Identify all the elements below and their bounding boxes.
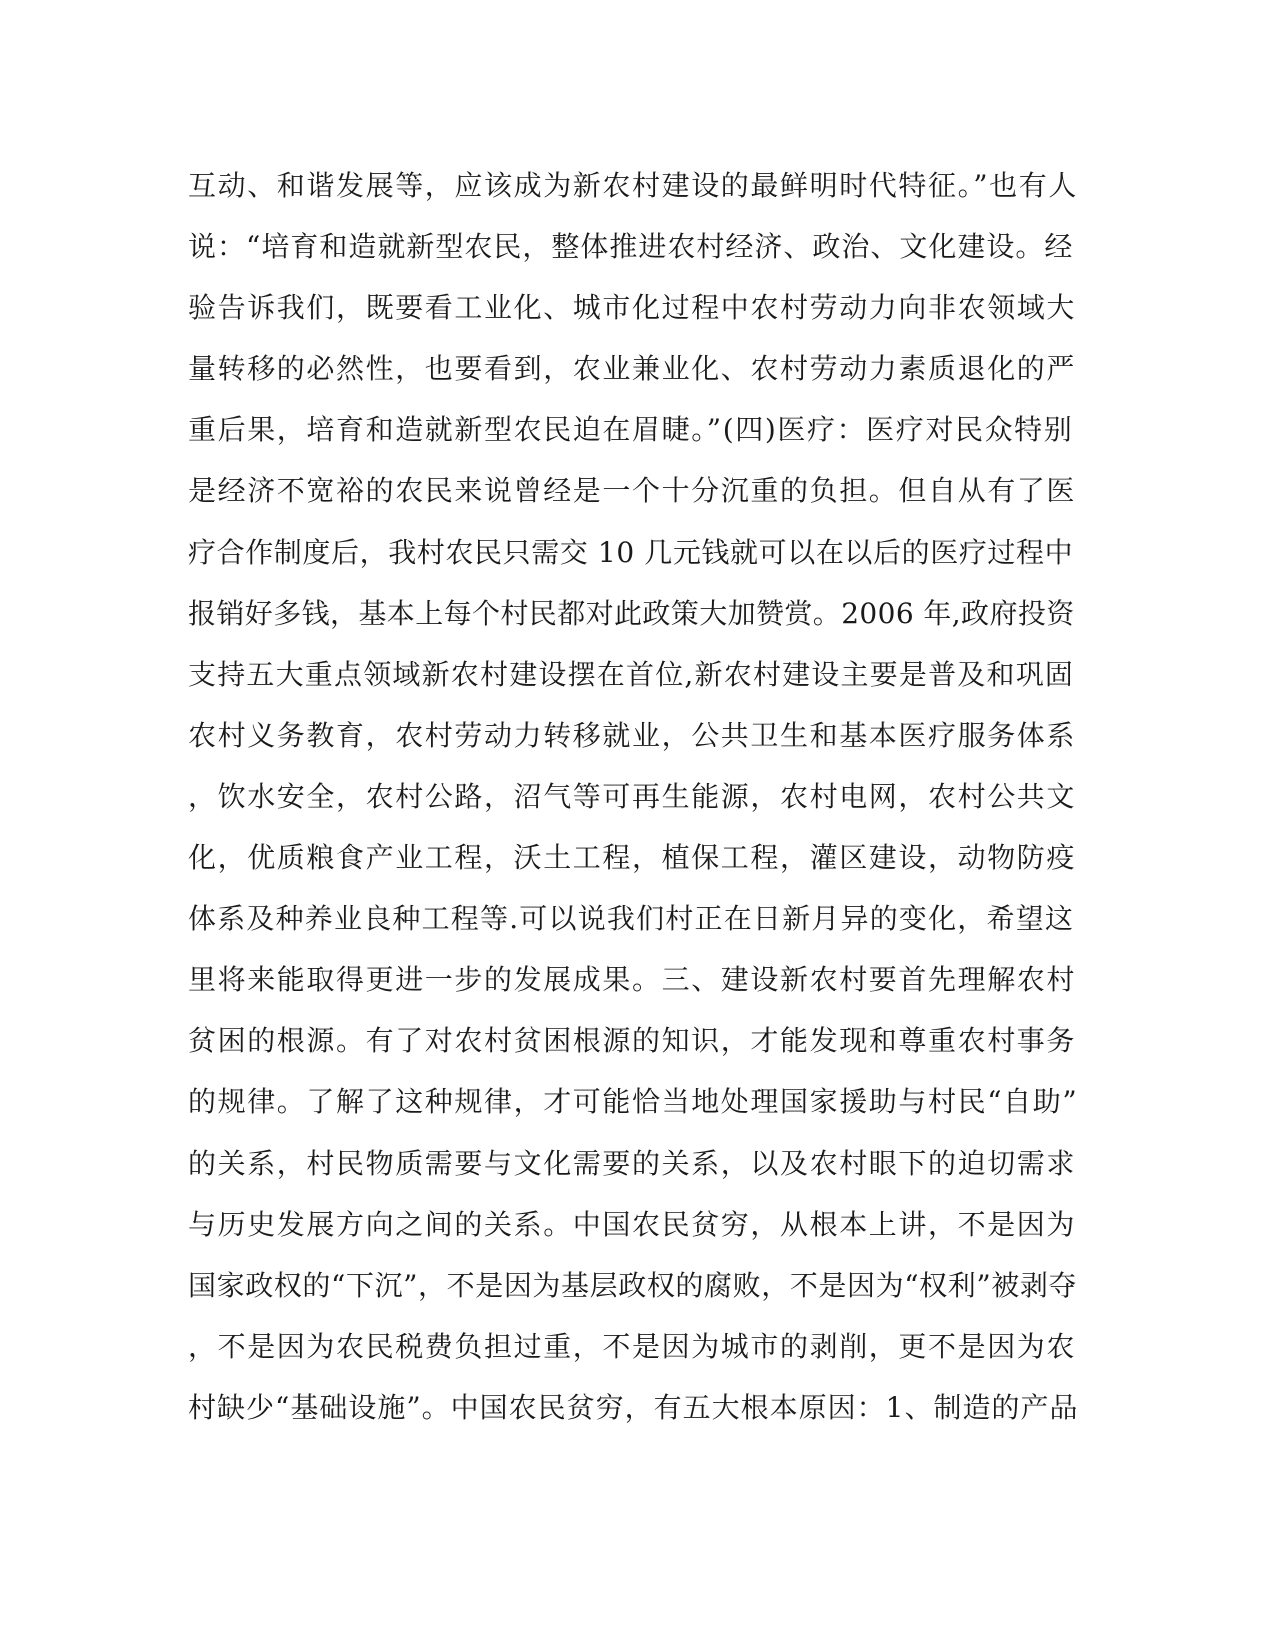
text-line: 国家政权的“下沉”，不是因为基层政权的腐败，不是因为“权利”被剥夺 bbox=[188, 1268, 1078, 1302]
text-line: 农村义务教育，农村劳动力转移就业，公共卫生和基本医疗服务体系 bbox=[188, 718, 1077, 752]
text-line: 是经济不宽裕的农民来说曾经是一个十分沉重的负担。但自从有了医 bbox=[188, 474, 1077, 508]
text-line: 贫困的根源。有了对农村贫困根源的知识，才能发现和尊重农村事务 bbox=[188, 1024, 1077, 1058]
text-line: 的规律。了解了这种规律，才可能恰当地处理国家援助与村民“自助” bbox=[188, 1085, 1079, 1119]
text-line: 疗合作制度后，我村农民只需交 10 几元钱就可以在以后的医疗过程中 bbox=[188, 535, 1074, 569]
text-line: 化，优质粮食产业工程，沃土工程，植保工程，灌区建设，动物防疫 bbox=[188, 841, 1077, 875]
text-line: 支持五大重点领域新农村建设摆在首位,新农村建设主要是普及和巩固 bbox=[188, 657, 1075, 691]
text-line: ，饮水安全，农村公路，沼气等可再生能源，农村电网，农村公共文 bbox=[188, 779, 1077, 813]
text-line: 报销好多钱，基本上每个村民都对此政策大加赞赏。2006 年,政府投资 bbox=[188, 596, 1075, 630]
text-line: 量转移的必然性，也要看到，农业兼业化、农村劳动力素质退化的严 bbox=[188, 352, 1077, 386]
text-line: 村缺少“基础设施”。中国农民贫穷，有五大根本原因：1、制造的产品 bbox=[188, 1390, 1079, 1424]
text-line: 里将来能取得更进一步的发展成果。三、建设新农村要首先理解农村 bbox=[188, 963, 1077, 997]
body-text bbox=[188, 164, 1078, 1447]
text-line: 说：“培育和造就新型农民，整体推进农村经济、政治、文化建设。经 bbox=[188, 230, 1074, 264]
text-line: 的关系，村民物质需要与文化需要的关系，以及农村眼下的迫切需求 bbox=[188, 1146, 1077, 1180]
text-line: 体系及种养业良种工程等.可以说我们村正在日新月异的变化，希望这 bbox=[188, 902, 1075, 936]
text-line: 重后果，培育和造就新型农民迫在眉睫。”(四)医疗：医疗对民众特别 bbox=[188, 413, 1074, 447]
text-line: 与历史发展方向之间的关系。中国农民贫穷，从根本上讲，不是因为 bbox=[188, 1207, 1077, 1241]
text-line: 互动、和谐发展等，应该成为新农村建设的最鲜明时代特征。”也有人 bbox=[188, 169, 1078, 202]
text-line: ，不是因为农民税费负担过重，不是因为城市的剥削，更不是因为农 bbox=[188, 1329, 1077, 1363]
text-line: 验告诉我们，既要看工业化、城市化过程中农村劳动力向非农领域大 bbox=[188, 291, 1077, 325]
